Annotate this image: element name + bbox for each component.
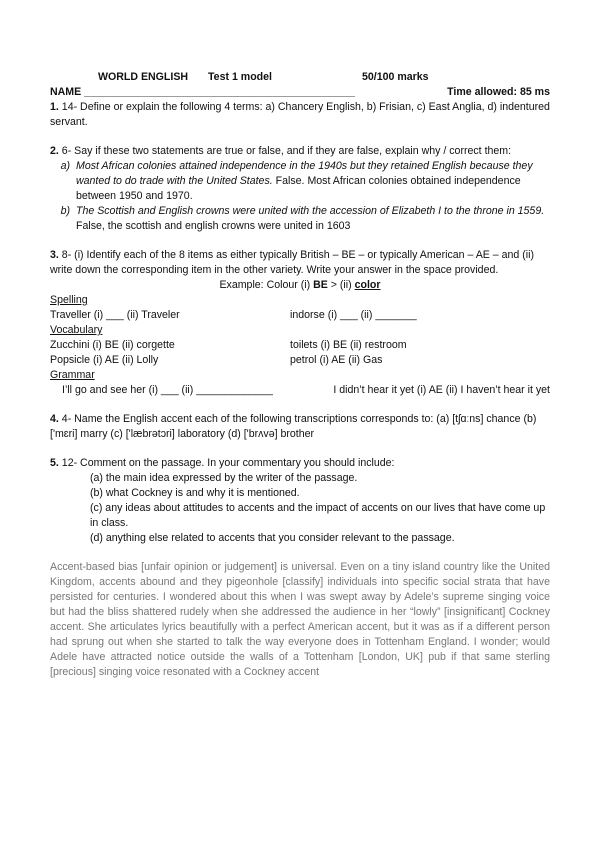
statement-a: [50, 159, 550, 204]
list-item: (d) anything else related to accents that you consider relevant to the passage.: [90, 532, 455, 544]
example-line: [50, 278, 550, 293]
spelling-item-1: Traveller (i) ___ (ii) Traveler: [50, 309, 180, 321]
grammar-item-1: I’ll go and see her (i) ___ (ii) _____________: [62, 384, 273, 396]
list-item: (c) any ideas about attitudes to accents and the impact of accents on our lives that have come up in class.: [90, 502, 546, 529]
statement-a-marker: a): [60, 160, 70, 172]
list-item: (a) the main idea expressed by the writer of the passage.: [90, 472, 358, 484]
question-4-number: 4.: [50, 413, 59, 425]
example-answer: color: [354, 279, 381, 291]
vocabulary-heading: Vocabulary: [50, 324, 103, 336]
vocabulary-row-2: [50, 353, 550, 368]
marks-label: 50/100 marks: [362, 71, 429, 83]
reading-passage: Accent-based bias [unfair opinion or judgement] is universal. Even on a tiny island country like the United Kingdom, accents abound and they pigeonhole [classify] individuals into specific social strata that have persisted for centuries. I wondered about this when I was swept away by Adele’s supreme singing voice but had the bliss shattered rudely when she addressed the audience in her “lowly” [insignificant] Cockney accent. She articulates lyrics beautifully with a perfect American accent, but it was as if a different person had sprung out when she started to talk the way everyone does in Tottenham England. I wonder; would Adele have attracted notice outside the walls of a Tottenham [London, UK] pub if that same sterling [precious] singing voice resonated with a Cockney accent: [50, 561, 550, 678]
name-field[interactable]: [50, 85, 355, 100]
question-3: [50, 248, 550, 398]
statement-b-answer: False, the scottish and english crowns were united in 1603: [76, 220, 351, 232]
test-title: Test 1 model: [208, 71, 272, 83]
example-mid: > (ii): [330, 279, 352, 291]
time-allowed: Time allowed: 85 ms: [447, 86, 550, 98]
question-2: [50, 144, 550, 234]
question-3-number: 3.: [50, 249, 59, 261]
name-label: NAME: [50, 86, 82, 98]
vocab-item-4: petrol (i) AE (ii) Gas: [290, 354, 383, 366]
statement-b: [50, 204, 550, 234]
exam-header: [50, 70, 550, 85]
example-be: BE: [313, 279, 328, 291]
name-row: [50, 85, 550, 100]
question-5-text: 12- Comment on the passage. In your commentary you should include:: [61, 457, 395, 469]
exam-page: [50, 70, 550, 680]
vocab-item-3: Popsicle (i) AE (ii) Lolly: [50, 354, 159, 366]
question-2-text: 6- Say if these two statements are true or false, and if they are false, explain why / correct them:: [61, 145, 512, 157]
statement-b-marker: b): [60, 205, 70, 217]
question-4-text: 4- Name the English accent each of the following transcriptions corresponds to: (a) [tʃɑːns] chance (b) ['mɛri] marry (c) ['læbrətɔri] laboratory (d) ['brʌvə] brother: [50, 413, 537, 440]
question-1: [50, 100, 550, 130]
vocabulary-row-1: [50, 338, 550, 353]
spelling-item-2: indorse (i) ___ (ii) _______: [290, 309, 417, 321]
question-3-text: 8- (i) Identify each of the 8 items as either typically British – BE – or typically American – AE – and (ii) write down the corresponding item in the other variety. Write your answer in the space provided.: [50, 249, 535, 276]
question-1-text: 14- Define or explain the following 4 terms: a) Chancery English, b) Frisian, c) East Anglia, d) indentured servant.: [50, 101, 550, 128]
grammar-heading: Grammar: [50, 369, 95, 381]
statement-a-text: Most African colonies attained independence in the 1940s but they retained English because they wanted to do trade with the United States.: [76, 160, 533, 187]
course-title: WORLD ENGLISH: [98, 71, 189, 83]
question-1-number: 1.: [50, 101, 59, 113]
vocab-item-1: Zucchini (i) BE (ii) corgette: [50, 339, 175, 351]
question-2-number: 2.: [50, 145, 59, 157]
statement-b-text: The Scottish and English crowns were united with the accession of Elizabeth I to the throne in 1559.: [76, 205, 545, 217]
spelling-row: [50, 308, 550, 323]
grammar-item-2: I didn’t hear it yet (i) AE (ii) I haven’t hear it yet: [333, 384, 550, 396]
vocab-item-2: toilets (i) BE (ii) restroom: [290, 339, 407, 351]
question-5-items: [50, 471, 550, 546]
question-5: [50, 456, 550, 546]
spelling-heading: Spelling: [50, 294, 88, 306]
name-blank: ______________________________________________: [84, 86, 356, 98]
list-item: (b) what Cockney is and why it is mentioned.: [90, 487, 300, 499]
question-2-statements: [50, 159, 550, 234]
example-prefix: Example: Colour (i): [219, 279, 311, 291]
statement-a-answer: False. Most African colonies obtained independence between 1950 and 1970.: [76, 175, 521, 202]
question-5-number: 5.: [50, 457, 59, 469]
question-4: [50, 412, 550, 442]
grammar-row: [50, 383, 550, 398]
